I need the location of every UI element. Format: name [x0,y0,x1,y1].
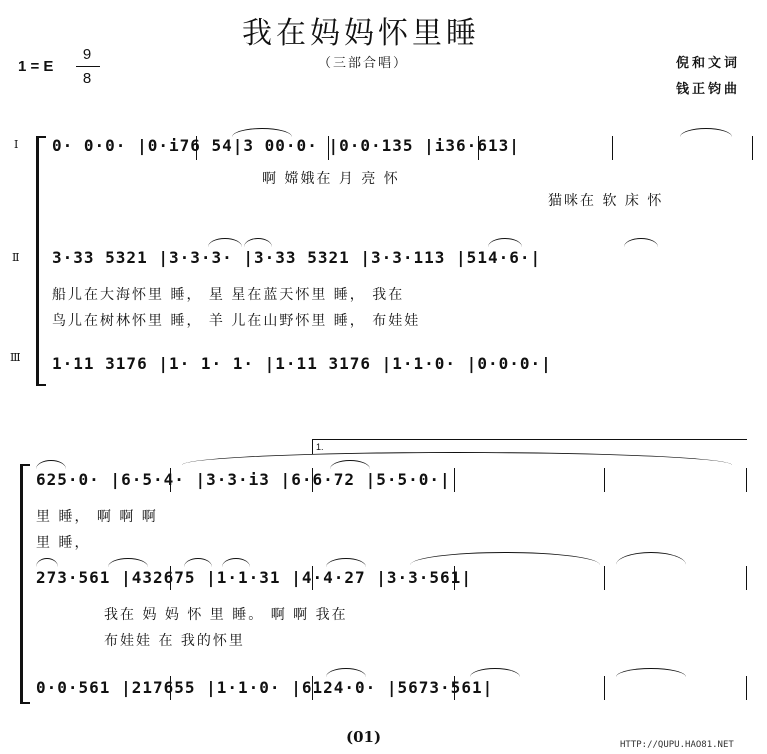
barline [604,468,605,492]
meter-numerator: 9 [82,46,92,63]
part-label-2: Ⅱ [12,251,20,264]
system2-part1-notes: 625·0· |6·5·4· |3·3·i3 |6·6·72 |5·5·0·| [36,470,451,489]
system1-part1-lyric-verse1: 啊 嫦娥在 月 亮 怀 [262,171,400,187]
meter-divider [76,66,100,67]
slur [410,552,600,565]
barline [612,136,613,160]
barline [746,566,747,590]
slur [36,460,66,469]
system1-part1-notes: 0· 0·0· |0·i76 54|3 00·0· |0·0·135 |i36·613| [52,136,520,155]
system2-bracket [20,466,23,702]
slur [222,558,250,567]
system2-part3-notes: 0·0·561 |217655 |1·1·0· |6124·0· |5673·561| [36,678,494,697]
barline [746,676,747,700]
system1-bracket-bottom [36,384,46,386]
meter-denominator: 8 [82,70,92,87]
key-signature: 1 = E [18,58,54,75]
page-number: (01) [346,728,382,746]
system1-part3-notes: 1·11 3176 |1· 1· 1· |1·11 3176 |1·1·0· |0·0·0·| [52,354,552,373]
barline [454,468,455,492]
system2-part1-lyric-verse2: 里 睡， [36,535,91,551]
barline [746,468,747,492]
slur [208,238,242,247]
system1-part2-lyric-verse2: 鸟儿在树林怀里 睡， 羊 儿在山野怀里 睡， 布娃娃 [52,313,421,329]
composer-credit: 钱正钧曲 [676,82,741,97]
system1-bracket-top [36,136,46,138]
lyricist-credit: 倪和文词 [676,56,741,71]
slur [680,128,732,137]
slur [232,128,292,137]
volta-label: 1. [316,442,324,452]
system2-bracket-top [20,464,30,466]
song-title: 我在妈妈怀里睡 [242,16,480,51]
slur [616,668,686,677]
system2-part2-lyric-verse2: 布娃娃 在 我的怀里 [104,633,245,649]
system1-bracket [36,138,39,384]
slur [488,238,522,247]
system1-part2-notes: 3·33 5321 |3·3·3· |3·33 5321 |3·3·113 |514·6·| [52,248,542,267]
watermark: HTTP://QUPU.HAO81.NET [620,740,734,750]
system2-bracket-bottom [20,702,30,704]
system2-part2-lyric-verse1: 我在 妈 妈 怀 里 睡。 啊 啊 我在 [104,607,348,623]
system2-part2-notes: 273·561 |432675 |1·1·31 |4·4·27 |3·3·561| [36,568,472,587]
slur [244,238,272,247]
slur [470,668,520,677]
barline [752,136,753,160]
barline [604,676,605,700]
slur [616,552,686,565]
part-label-1: Ⅰ [14,138,19,151]
slur [624,238,658,247]
slur [184,558,212,567]
slur [36,558,58,567]
system1-part1-lyric-verse2: 猫咪在 软 床 怀 [548,193,664,209]
barline [604,566,605,590]
system2-part1-lyric-verse1: 里 睡， 啊 啊 啊 [36,509,158,525]
slur [326,558,366,567]
part-label-3: Ⅲ [10,351,21,364]
slur [108,558,148,567]
subtitle: （三部合唱） [318,56,409,71]
system1-part2-lyric-verse1: 船儿在大海怀里 睡， 星 星在蓝天怀里 睡， 我在 [52,287,405,303]
slur [326,668,366,677]
